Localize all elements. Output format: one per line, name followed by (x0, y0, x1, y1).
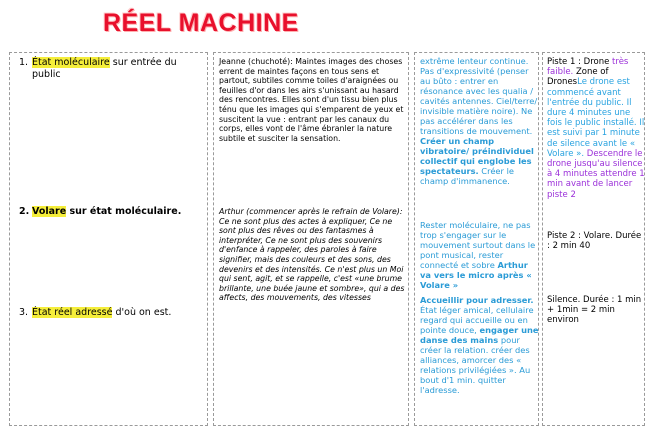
step-3-number: 3. (19, 307, 29, 318)
piste-1-label: Piste 1 : Drone (547, 57, 613, 67)
step-3 (19, 307, 202, 319)
silence: Silence. Durée : 1 min + 1min = 2 min environ (547, 295, 642, 326)
movement-1-bold: Créer un champ vibratoire/ préindividuel collectif qui englobe les spectateurs. (420, 136, 534, 176)
column-steps (9, 52, 208, 426)
movement-1-end: Créer le champ d'immanence. (420, 166, 514, 186)
piste-1-zone: Zone of Drones (547, 67, 609, 88)
movement-3-title: Accueillir pour adresser. (420, 295, 534, 305)
step-1-text: sur entrée du public (32, 57, 177, 80)
step-2-highlight: Volare (32, 206, 67, 217)
step-1-number: 1. (19, 57, 29, 68)
movement-2-text: Rester moléculaire, ne pas trop s'engager sur le mouvement surtout dans le pont musical, rester connecté et sobre (420, 220, 536, 270)
arthur-text: Arthur (commencer après le refrain de Volare): Ce ne sont plus des actes à expliquer, Ce ne sont plus des rêves ou des fantasmes à interpréter, Ce ne sont plus des souvenirs d'enfance à rappeler, des paroles à faire signifier, mais des couleurs et des sons, des devenirs et des intensités. Ce n'est plus un Moi qui sent, agit, et se rappelle, c'est «une brume brillante, une buée jaune et sombre», qui a des affects, des mouvements, des vitesses (219, 207, 405, 303)
movement-3-end: pour créer la relation. créer des alliances, amorcer des « relations privilégiées ». Au bout d'1 min. quitter l'adresse. (420, 335, 531, 395)
step-3-text: d'où on est. (112, 307, 172, 318)
movement-3-bold: engager une danse des mains (420, 325, 539, 345)
column-movement (414, 52, 539, 426)
step-2-number: 2. (19, 206, 30, 217)
step-3-highlight: État réel adressé (32, 307, 113, 318)
column-texts (213, 52, 409, 426)
jeanne-text: Jeanne (chuchoté): Maintes images des choses errent de maintes façons en tous sens et partout, subtiles comme toiles d'araignées ou feuilles d'or dans les airs s'unissant au hasard des rencontres. Elles sont d'un tissu bien plus ténu que les images qui s'emparent de yeux et suscitent la vue : entrant par les canaux du corps, elles vont de l'âme ébranler la nature subtile et susciter la sensation. (219, 57, 404, 143)
piste-1 (547, 57, 645, 200)
movement-1-text: extrême lenteur continue. Pas d'expressivité (penser au bûto : entrer en résonance avec les qualia / cavités antennes. Ciel/terre/ invisible matière noire). Ne pas accélérer dans les transitions de mouvement. (420, 56, 538, 136)
piste-1-faint: très faible. (547, 57, 629, 78)
movement-block-2 (420, 220, 539, 290)
piste-2: Piste 2 : Volare. Durée : 2 min 40 (547, 231, 642, 252)
step-2 (19, 206, 202, 218)
step-1-highlight: État moléculaire (32, 57, 110, 68)
page-title: RÉEL MACHINE (103, 9, 299, 37)
column-sound (542, 52, 645, 426)
movement-2-bold: Arthur va vers le micro après « Volare » (420, 260, 532, 290)
movement-block-3 (420, 295, 539, 395)
step-1 (19, 57, 202, 81)
piste-1-desc: Le drone est commencé avant l'entrée du public. Il dure 4 minutes une fois le public installé. Il est suivi par 1 minute de silence avant le « Volare ». (547, 77, 645, 159)
movement-block-1 (420, 56, 539, 186)
step-2-text: sur état moléculaire. (66, 206, 182, 217)
piste-1-descend: Descendre le drone jusqu'au silence à 4 minutes attendre 1 min avant de lancer piste 2 (547, 148, 645, 200)
movement-3-text: État léger amical, cellulaire regard qui accueille ou en pointe douce, (420, 305, 534, 335)
